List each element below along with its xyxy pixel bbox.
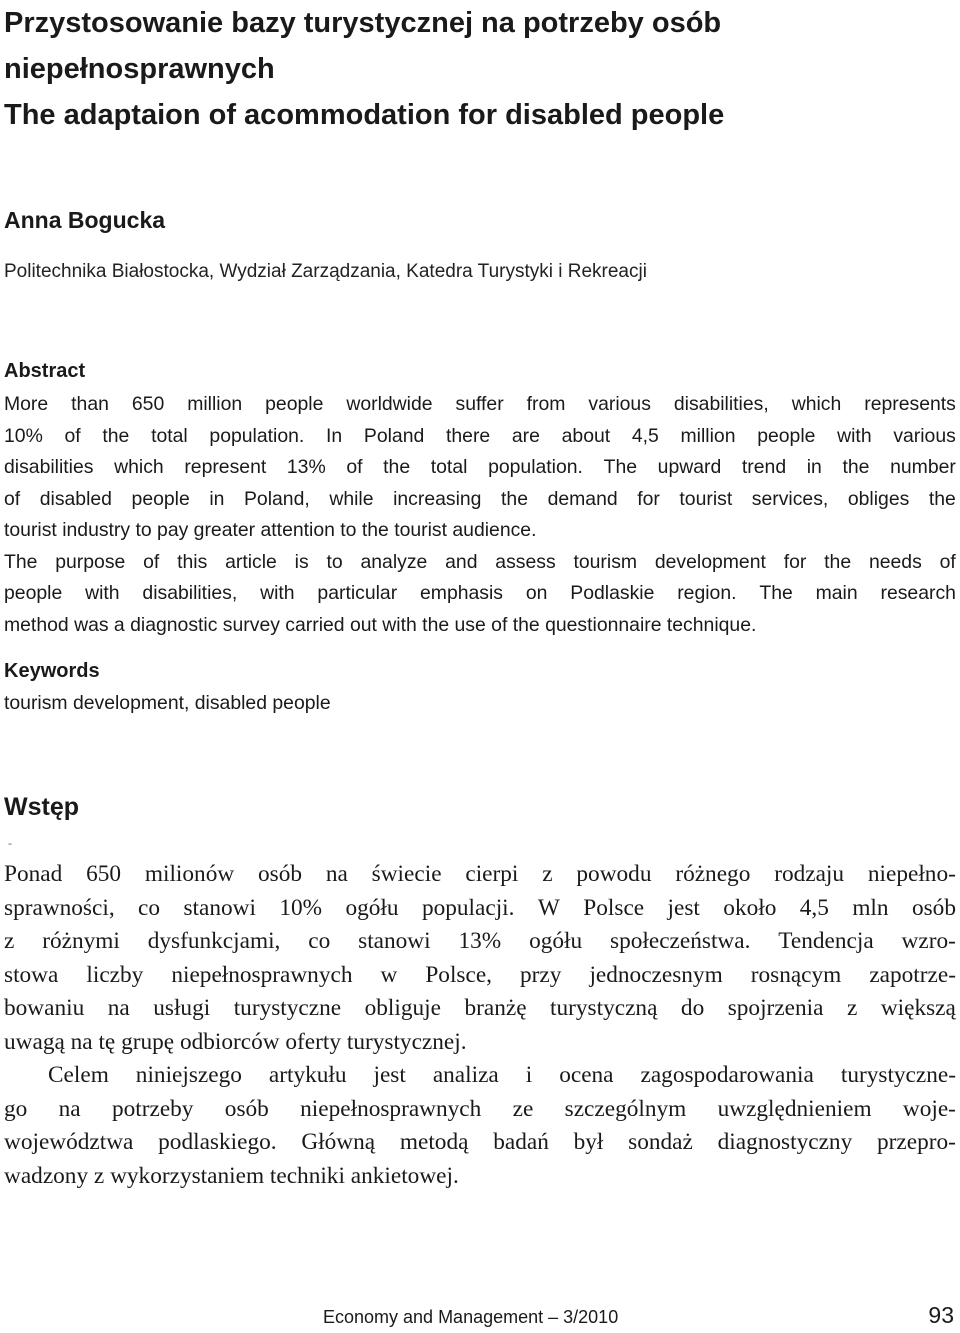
word: The (4, 550, 38, 573)
word: jest (667, 894, 700, 921)
word: particular (317, 582, 398, 604)
word: populacji. (421, 894, 515, 921)
word: go (4, 1095, 28, 1122)
word: 4,5 (631, 424, 659, 447)
section-body (4, 858, 956, 1193)
word: przepro- (876, 1129, 956, 1155)
word: for (637, 487, 660, 510)
word: potrzeby (111, 1095, 194, 1122)
word: rodzaju (774, 861, 845, 887)
word: 650 (131, 393, 165, 415)
word: większą (880, 995, 956, 1021)
word: co (138, 894, 161, 921)
word: analyze (360, 550, 428, 573)
word: people (757, 424, 816, 447)
word: in (209, 487, 225, 510)
word: various (893, 424, 956, 447)
word: represent (184, 456, 267, 478)
word: do (680, 995, 705, 1021)
word: about (561, 424, 611, 447)
word: disabilities (4, 456, 94, 478)
word: of (143, 550, 160, 573)
word: osób (258, 861, 303, 887)
word: w (380, 961, 398, 988)
author-affiliation: Politechnika Białostocka, Wydział Zarządzania, Katedra Turystyki i Rekreacji (4, 261, 647, 282)
word: ogółu (529, 928, 583, 954)
word: turystyczną (550, 995, 658, 1021)
word: społeczeństwa. (610, 928, 751, 954)
word: powodu (576, 861, 652, 887)
body-line (4, 1059, 956, 1093)
word: obliges (847, 487, 910, 510)
word: there (445, 424, 491, 447)
word: Poland, (243, 487, 310, 510)
word: the (383, 456, 411, 478)
title-line-2: niepełnosprawnych (4, 53, 275, 85)
word: total (430, 456, 468, 478)
word: z (4, 928, 15, 954)
body-line (4, 858, 956, 892)
word: mln (852, 894, 889, 921)
word: are (511, 424, 540, 447)
word: na (58, 1095, 81, 1122)
word: of (939, 550, 956, 573)
word: sprawności, (4, 894, 115, 921)
word: 4,5 (799, 894, 829, 921)
word: tourism (573, 550, 638, 573)
word: ze (512, 1095, 534, 1122)
word: on (525, 582, 548, 604)
word: of (64, 424, 81, 447)
word: with (260, 582, 295, 604)
word: stanowi (358, 928, 431, 954)
word: to (326, 550, 343, 573)
word: Celem (48, 1062, 109, 1088)
word: emphasis (420, 582, 504, 604)
word: The (759, 582, 793, 604)
word: population. (209, 424, 305, 447)
word: niepełnosprawnych (300, 1095, 482, 1122)
word: osób (224, 1095, 269, 1122)
word: 10% (279, 894, 323, 921)
word: needs (868, 550, 922, 573)
word: bowaniu (4, 995, 85, 1021)
word: zapotrze- (869, 961, 956, 988)
word: The (603, 456, 638, 478)
abstract-line (4, 484, 956, 516)
word: podlaskiego. (158, 1129, 277, 1155)
word: upward (657, 456, 722, 478)
title-line-3: The adaptaion of acommodation for disabled people (4, 99, 725, 131)
body-line: uwagą na tę grupę odbiorców oferty turystycznej. (4, 1028, 467, 1055)
word: turystyczne (233, 995, 342, 1021)
word: cierpi (465, 861, 519, 887)
word: assess (495, 550, 556, 573)
word: million (187, 393, 243, 415)
word: spojrzenia (727, 995, 824, 1021)
word: badań (493, 1129, 549, 1155)
word: this (177, 550, 208, 573)
abstract-line: tourist industry to pay greater attention to the tourist audience. (4, 519, 537, 541)
word: niniejszego (135, 1062, 242, 1088)
word: jednoczesnym (589, 961, 723, 988)
word: the (501, 487, 528, 510)
word: disabled (39, 487, 112, 510)
word: był (573, 1129, 604, 1155)
word: milionów (144, 861, 235, 887)
word: różnymi (42, 928, 120, 954)
word: 650 (86, 861, 122, 887)
word: demand (547, 487, 618, 510)
abstract-line: method was a diagnostic survey carried out with the use of the questionnaire technique. (4, 613, 757, 636)
word: ogółu (345, 894, 399, 921)
section-marker: - (8, 836, 12, 850)
word: Polsce, (425, 961, 492, 988)
word: in (806, 456, 822, 478)
word: zagospodarowania (640, 1062, 814, 1088)
word: województwa (4, 1129, 134, 1155)
word: W (537, 894, 560, 921)
abstract-heading: Abstract (4, 360, 86, 382)
word: represents (864, 393, 956, 415)
word: services, (751, 487, 829, 510)
word: dysfunkcjami, (147, 928, 281, 954)
word: which (791, 393, 842, 415)
word: region. (677, 582, 737, 604)
word: tourist (679, 487, 733, 510)
word: million (680, 424, 736, 447)
word: woje- (902, 1095, 956, 1122)
word: people (131, 487, 190, 510)
word: total (151, 424, 188, 447)
word: disabilities, (142, 582, 238, 604)
abstract-line (4, 547, 956, 579)
word: 10% (4, 424, 43, 447)
word: rosnącym (750, 961, 842, 988)
word: population. (488, 456, 583, 478)
word: turystyczne- (840, 1062, 956, 1088)
word: the (928, 487, 956, 510)
abstract-line (4, 578, 956, 610)
word: stowa (4, 961, 59, 988)
word: which (114, 456, 164, 478)
word: diagnostyczny (717, 1129, 853, 1155)
word: with (837, 424, 872, 447)
word: purpose (55, 550, 126, 573)
word: while (329, 487, 374, 510)
abstract-body (4, 389, 956, 641)
word: niepełno- (867, 861, 956, 887)
body-line (4, 1126, 956, 1160)
word: analiza (432, 1062, 499, 1088)
word: various (588, 393, 651, 415)
word: disabilities, (673, 393, 769, 415)
word: main (815, 582, 858, 604)
word: worldwide (346, 393, 433, 415)
word: 13% (458, 928, 502, 954)
word: artykułu (268, 1062, 347, 1088)
word: sondaż (628, 1129, 693, 1155)
abstract-line (4, 452, 956, 484)
word: from (526, 393, 566, 415)
keywords-text: tourism development, disabled people (4, 692, 331, 714)
body-line (4, 892, 956, 926)
word: article (225, 550, 277, 573)
keywords-heading: Keywords (4, 660, 100, 682)
word: niepełnosprawnych (171, 961, 353, 988)
word: branżę (464, 995, 527, 1021)
word: is (294, 550, 309, 573)
word: trend (741, 456, 787, 478)
abstract-line (4, 421, 956, 453)
body-line (4, 992, 956, 1026)
page-number: 93 (928, 1302, 954, 1328)
word: na (107, 995, 130, 1021)
word: research (880, 582, 956, 604)
word: number (890, 456, 956, 478)
word: for (783, 550, 807, 573)
word: jest (373, 1062, 406, 1088)
word: Tendencja (778, 928, 874, 954)
word: z (542, 861, 553, 887)
word: 13% (286, 456, 326, 478)
abstract-line (4, 389, 956, 421)
word: około (723, 894, 777, 921)
word: Polsce (583, 894, 645, 921)
word: szczególnym (564, 1095, 687, 1122)
word: z (846, 995, 858, 1021)
journal-citation: Economy and Management – 3/2010 (323, 1307, 619, 1327)
word: the (102, 424, 130, 447)
paper-title (4, 0, 954, 138)
word: liczby (86, 961, 144, 988)
word: suffer (455, 393, 504, 415)
word: Ponad (4, 861, 63, 887)
word: than (71, 393, 109, 415)
word: na (325, 861, 348, 887)
word: obliguje (364, 995, 441, 1021)
word: increasing (393, 487, 482, 510)
body-line (4, 925, 956, 959)
section-heading: Wstęp (4, 793, 79, 821)
word: the (824, 550, 852, 573)
word: More (4, 393, 49, 415)
word: i (525, 1062, 533, 1088)
title-line-1: Przystosowanie bazy turystycznej na potrzeby osób (4, 7, 722, 39)
word: usługi (153, 995, 211, 1021)
word: Podlaskie (570, 582, 655, 604)
word: co (308, 928, 331, 954)
word: różnego (675, 861, 751, 887)
word: metodą (399, 1129, 469, 1155)
word: Poland (363, 424, 425, 447)
word: people (4, 582, 63, 604)
word: with (85, 582, 120, 604)
word: ocena (559, 1062, 614, 1088)
word: of (4, 487, 21, 510)
word: przy (520, 961, 562, 988)
word: In (326, 424, 343, 447)
word: of (346, 456, 363, 478)
word: uwzględnieniem (717, 1095, 872, 1122)
word: wzro- (901, 928, 956, 954)
word: development (654, 550, 766, 573)
word: the (842, 456, 870, 478)
body-line: wadzony z wykorzystaniem techniki ankietowej. (4, 1162, 459, 1189)
word: stanowi (183, 894, 256, 921)
body-line (4, 1093, 956, 1127)
body-line (4, 959, 956, 993)
word: świecie (371, 861, 442, 887)
word: and (445, 550, 478, 573)
word: people (265, 393, 324, 415)
word: Główną (301, 1129, 376, 1155)
word: osób (911, 894, 956, 921)
author-name: Anna Bogucka (4, 207, 166, 233)
